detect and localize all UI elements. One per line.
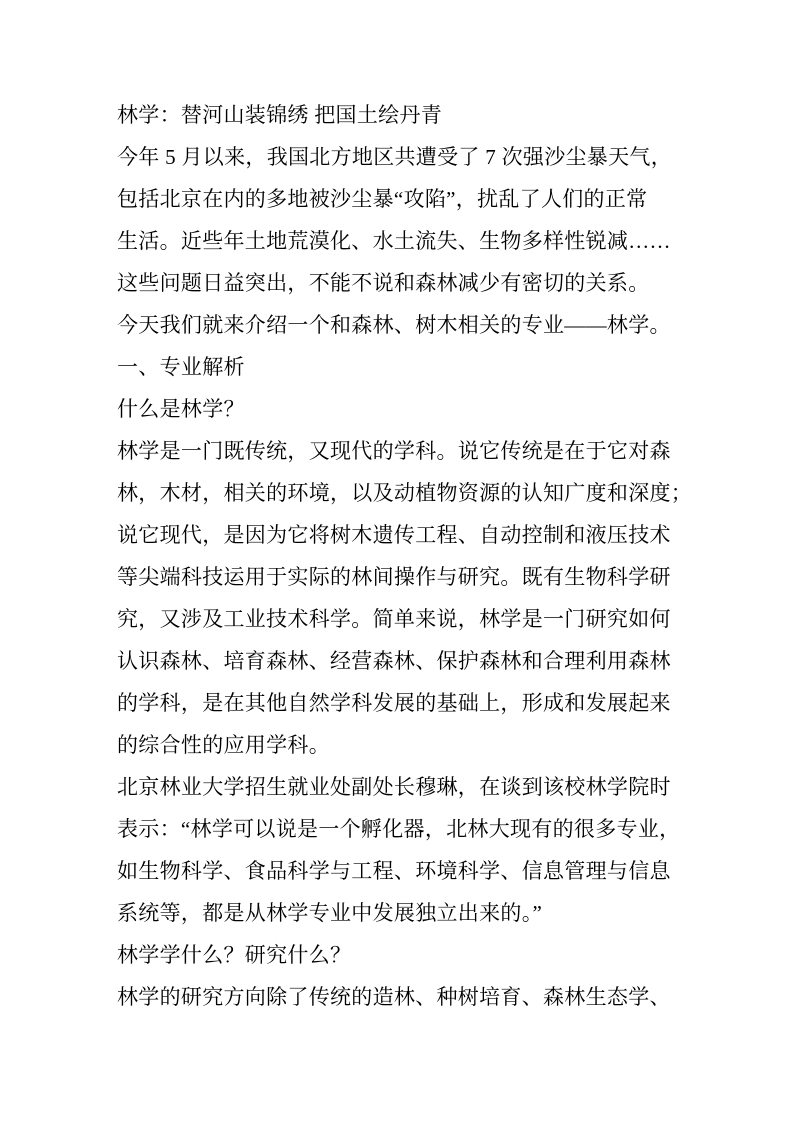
text-line: 的综合性的应用学科。 <box>117 733 330 757</box>
document-body <box>117 94 693 1018</box>
text-line: 什么是林学？ <box>117 397 245 421</box>
text-line: 这些问题日益突出，不能不说和森林减少有密切的关系。 <box>117 271 650 295</box>
text-line: 北京林业大学招生就业处副处长穆琳，在谈到该校林学院时 <box>117 775 671 799</box>
text-line: 林学的研究方向除了传统的造林、种树培育、森林生态学、 <box>117 985 671 1009</box>
text-line: 认识森林、培育森林、经营森林、保护森林和合理利用森林 <box>117 649 671 673</box>
text-line: 说它现代，是因为它将树木遗传工程、自动控制和液压技术 <box>117 523 671 547</box>
text-line: 林，木材，相关的环境，以及动植物资源的认知广度和深度； <box>117 481 693 505</box>
text-line: 如生物科学、食品科学与工程、环境科学、信息管理与信息 <box>117 859 671 883</box>
text-line: 生活。近些年土地荒漠化、水土流失、生物多样性锐减…… <box>117 229 671 253</box>
text-line: 林学是一门既传统，又现代的学科。说它传统是在于它对森 <box>117 439 671 463</box>
document-paragraph-lines <box>117 136 693 1018</box>
text-line: 林学学什么？研究什么？ <box>117 943 352 967</box>
text-line: 系统等，都是从林学专业中发展独立出来的。” <box>117 901 543 925</box>
text-line: 究，又涉及工业技术科学。简单来说，林学是一门研究如何 <box>117 607 671 631</box>
text-line: 的学科，是在其他自然学科发展的基础上，形成和发展起来 <box>117 691 671 715</box>
text-line: 包括北京在内的多地被沙尘暴“攻陷”，扰乱了人们的正常 <box>117 187 648 211</box>
text-line: 一、专业解析 <box>117 355 245 379</box>
text-line: 今天我们就来介绍一个和森林、树木相关的专业——林学。 <box>117 313 671 337</box>
text-line: 等尖端科技运用于实际的林间操作与研究。既有生物科学研 <box>117 565 671 589</box>
text-line: 表示：“林学可以说是一个孵化器，北林大现有的很多专业， <box>117 817 681 841</box>
document-title: 林学：替河山装锦绣 把国土绘丹青 <box>117 103 443 127</box>
text-line: 今年 5 月以来，我国北方地区共遭受了 7 次强沙尘暴天气， <box>117 145 672 169</box>
